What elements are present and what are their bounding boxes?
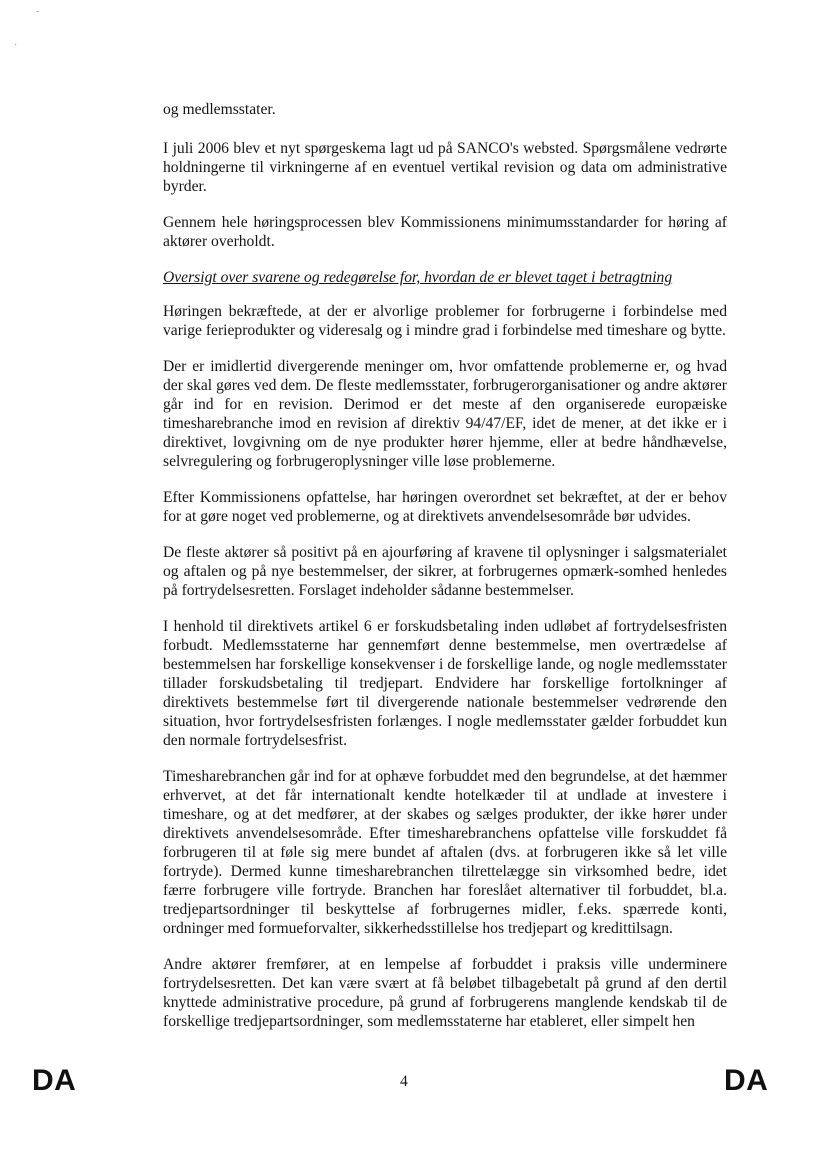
- paragraph: Andre aktører fremfører, at en lempelse af forbuddet i praksis ville underminere fortrydelsesretten. Det kan være svært at få beløbet tilbagebetalt på grund af den dertil knyttede administrative procedure, på grund af forbrugerens manglende kendskab til de forskellige tredjepartsordninger, som medlemsstaterne har etableret, eller simpelt hen: [163, 956, 727, 1030]
- paragraph: Timesharebranchen går ind for at ophæve forbuddet med den begrundelse, at det hæmmer erhvervet, at det får internationalt kendte hotelkæder til at undlade at investere i timeshare, og at det medfører, at der skabes og sælges produkter, der ikke hører under direktivets anvendelsesområde. Efter timesharebranchens opfattelse ville forskuddet få forbrugeren til at føle sig mere bundet af aftalen (dvs. at forbrugeren ikke så let ville fortryde). Dermed kunne timesharebranchen tilrettelægge sin virksomhed bedre, idet færre forbrugere ville fortryde. Branchen har foreslået alternativer til forbuddet, bl.a. tredjepartsordninger til beskyttelse af forbrugernes midler, f.eks. spærrede konti, ordninger med formueforvalter, sikkerhedsstillelse hos tredjepart og kredittilsagn.: [163, 768, 727, 937]
- body-text: [163, 100, 727, 1048]
- paragraph: I juli 2006 blev et nyt spørgeskema lagt ud på SANCO's websted. Spørgsmålene vedrørte holdningerne til virkningerne af en eventuel vertikal revision og data om administrative byrder.: [163, 140, 727, 195]
- paragraph: Efter Kommissionens opfattelse, har høringen overordnet set bekræftet, at der er behov for at gøre noget ved problemerne, og at direktivets anvendelsesområde bør udvides.: [163, 489, 727, 525]
- paragraph: Gennem hele høringsprocessen blev Kommissionens minimumsstandarder for høring af aktører overholdt.: [163, 214, 727, 250]
- scan-speck: ·: [14, 40, 18, 51]
- page-number: 4: [400, 1073, 408, 1090]
- scan-speck: -: [36, 6, 40, 17]
- paragraph: De fleste aktører så positivt på en ajourføring af kravene til oplysninger i salgsmaterialet og aftalen og på nye bestemmelser, der sikrer, at forbrugernes opmærk-somhed henledes på fortrydelsesretten. Forslaget indeholder sådanne bestemmelser.: [163, 544, 727, 599]
- paragraph: og medlemsstater.: [163, 101, 276, 118]
- section-heading: Oversigt over svarene og redegørelse for, hvordan de er blevet taget i betragtning: [163, 269, 673, 286]
- paragraph: Høringen bekræftede, at der er alvorlige problemer for forbrugerne i forbindelse med varige ferieprodukter og videresalg og i mindre grad i forbindelse med timeshare og bytte.: [163, 303, 727, 339]
- language-code-left: DA: [32, 1064, 77, 1097]
- paragraph: Der er imidlertid divergerende meninger om, hvor omfattende problemerne er, og hvad der skal gøres ved dem. De fleste medlemsstater, forbrugerorganisationer og andre aktører går ind for en revision. Derimod er det meste af den organiserede europæiske timesharebranche imod en revision af direktiv 94/47/EF, idet de mener, at det ikke er i direktivet, lovgivning om de nye produkter hører hjemme, eller at bedre håndhævelse, selvregulering og forbrugeroplysninger ville løse problemerne.: [163, 358, 727, 470]
- language-code-right: DA: [724, 1064, 769, 1097]
- paragraph: I henhold til direktivets artikel 6 er forskudsbetaling inden udløbet af fortrydelsesfristen forbudt. Medlemsstaterne har gennemført denne bestemmelse, men overtrædelse af bestemmelsen har forskellige konsekvenser i de forskellige lande, og nogle medlemsstater tillader forskudsbetaling til tredjepart. Endvidere har forskellige fortolkninger af direktivets bestemmelse ført til divergerende nationale bestemmelser vedrørende den situation, hvor fortrydelsesfristen forlænges. I nogle medlemsstater gælder forbuddet kun den normale fortrydelsesfrist.: [163, 618, 727, 749]
